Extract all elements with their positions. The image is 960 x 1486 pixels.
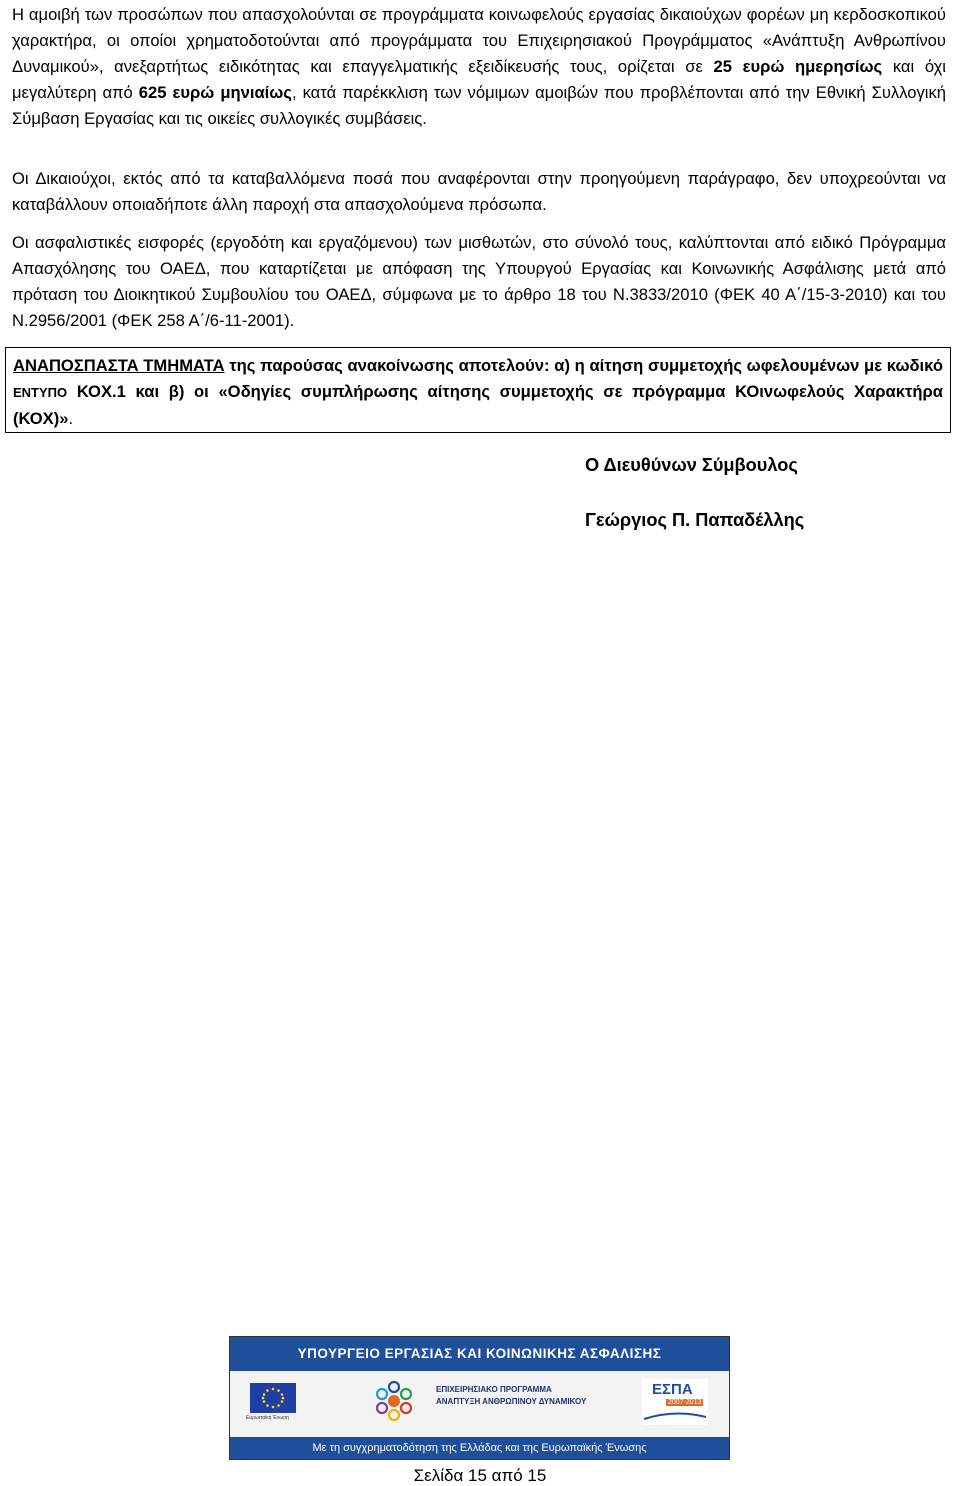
page-number: Σελίδα 15 από 15 bbox=[413, 1466, 547, 1485]
eu-flag-icon bbox=[250, 1383, 296, 1413]
notice-segment: ΚΟΧ.1 και β) οι «Οδηγίες συμπλήρωσης αίτησης συμμετοχής σε πρόγραμμα ΚΟινωφελούς Χαρακτήρα (ΚΟΧ)» bbox=[13, 382, 943, 428]
eu-caption: Ευρωπαϊκή Ένωση bbox=[246, 1415, 289, 1421]
cofunding-statement: Με τη συγχρηματοδότηση της Ελλάδας και της Ευρωπαϊκής Ένωσης bbox=[230, 1437, 729, 1460]
paragraph-text: Η αμοιβή των προσώπων που απασχολούνται σε προγράμματα κοινωφελούς εργασίας δικαιούχων φορέων μη κερδοσκοπικού χαρακτήρα, οι οποίοι χρηματοδοτούνται από προγράμματα του Επιχειρησιακού Προγράμματος «Ανάπτυξη Ανθρωπίνου Δυναμικού», ανεξαρτήτως ειδικότητας και επαγγελματικής εξειδίκευσής τους, ορίζεται σε bbox=[12, 5, 946, 76]
espa-label: ΕΣΠΑ bbox=[652, 1381, 693, 1398]
paragraph-text: , κατά παρέκκλιση των νόμιμων αμοιβών που προβλέπονται από την Εθνική Συλλογική Σύμβαση Εργασίας και τις οικείες συλλογικές συμβάσεις. bbox=[12, 83, 946, 128]
monthly-amount: 625 ευρώ μηνιαίως bbox=[138, 83, 292, 102]
programme-title: ΕΠΙΧΕΙΡΗΣΙΑΚΟ ΠΡΟΓΡΑΜΜΑ bbox=[436, 1385, 552, 1394]
notice-heading: ΑΝΑΠΟΣΠΑΣΤΑ ΤΜΗΜΑΤΑ bbox=[13, 356, 225, 375]
programme-subtitle: ΑΝΑΠΤΥΞΗ ΑΝΘΡΩΠΙΝΟΥ ΔΥΝΑΜΙΚΟΥ bbox=[436, 1397, 587, 1406]
espa-years: 2007-2013 bbox=[668, 1399, 702, 1406]
funding-banner bbox=[229, 1336, 730, 1460]
paragraph-remuneration bbox=[12, 2, 946, 132]
signatory-name: Γεώργιος Π. Παπαδέλλης bbox=[585, 510, 805, 530]
paragraph-insurance: Οι ασφαλιστικές εισφορές (εργοδότη και εργαζόμενου) των μισθωτών, στο σύνολό τους, καλύπτονται από ειδικό Πρόγραμμα Απασχόλησης του ΟΑΕΔ, που καταρτίζεται με απόφαση της Υπουργού Εργασίας και Κοινωνικής Ασφάλισης μετά από πρόταση του Διοικητικού Συμβουλίου του ΟΑΕΔ, σύμφωνα με το άρθρο 18 του Ν.3833/2010 (ΦΕΚ 40 Α΄/15-3-2010) και του Ν.2956/2001 (ΦΕΚ 258 Α΄/6-11-2001). bbox=[12, 233, 946, 330]
daily-amount: 25 ευρώ ημερησίως bbox=[713, 57, 883, 76]
logos-strip bbox=[230, 1371, 729, 1437]
detachable-parts-notice bbox=[5, 347, 951, 433]
paragraph-beneficiaries: Οι Δικαιούχοι, εκτός από τα καταβαλλόμενα ποσά που αναφέρονται στην προηγούμενη παράγραφο, δεν υποχρεούνται να καταβάλλουν οποιαδήποτε άλλη παροχή στα απασχολούμενα πρόσωπα. bbox=[12, 169, 946, 214]
paragraph-text: και όχι μεγαλύτερη από bbox=[12, 57, 946, 102]
ministry-title: ΥΠΟΥΡΓΕΙΟ ΕΡΓΑΣΙΑΣ ΚΑΙ ΚΟΙΝΩΝΙΚΗΣ ΑΣΦΑΛΙΣΗΣ bbox=[230, 1337, 729, 1371]
operational-programme-logo-icon bbox=[370, 1377, 418, 1425]
form-code: ΕΝΤΥΠΟ bbox=[13, 385, 68, 400]
notice-end: . bbox=[68, 409, 74, 428]
notice-text bbox=[13, 353, 943, 432]
signatory-role: Ο Διευθύνων Σύμβουλος bbox=[585, 455, 798, 475]
notice-segment: της παρούσας ανακοίνωσης αποτελούν: α) η αίτηση συμμετοχής ωφελουμένων με κωδικό bbox=[224, 356, 943, 375]
